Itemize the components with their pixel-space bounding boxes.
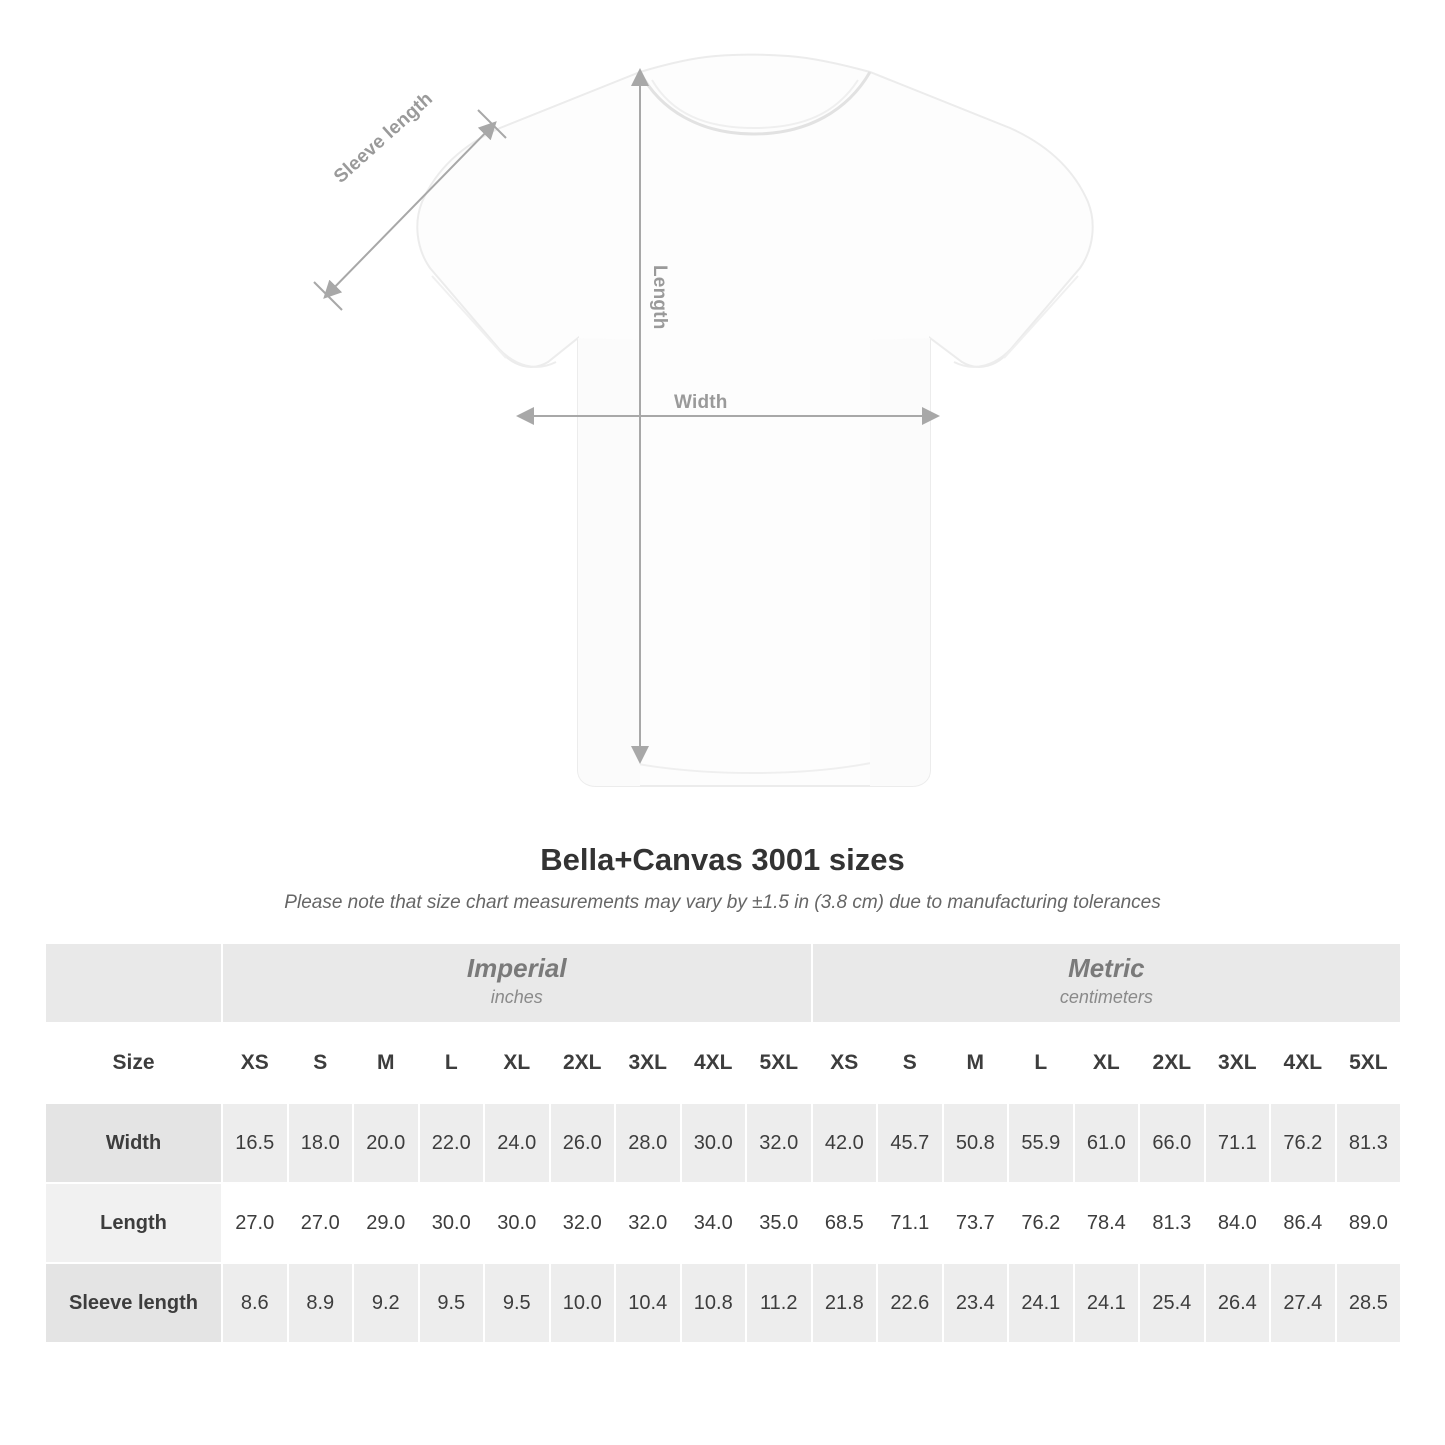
cell-width: 32.0 [746,1103,812,1183]
size-header-cell: 5XL [1336,1023,1402,1103]
cell-sleeve: 10.0 [550,1263,616,1343]
size-header-cell: L [1008,1023,1074,1103]
cell-sleeve: 24.1 [1074,1263,1140,1343]
size-header-cell: 2XL [550,1023,616,1103]
size-header-cell: S [288,1023,354,1103]
cell-width: 18.0 [288,1103,354,1183]
cell-length: 27.0 [222,1183,288,1263]
size-header-cell: 4XL [681,1023,747,1103]
size-header-cell: M [943,1023,1009,1103]
cell-sleeve: 23.4 [943,1263,1009,1343]
cell-sleeve: 10.4 [615,1263,681,1343]
tshirt-shape [417,55,1092,787]
cell-length: 71.1 [877,1183,943,1263]
row-header-length: Length [45,1183,222,1263]
tolerance-note: Please note that size chart measurements may vary by ±1.5 in (3.8 cm) due to manufacturing tolerances [284,892,1161,913]
cell-width: 55.9 [1008,1103,1074,1183]
cell-width: 28.0 [615,1103,681,1183]
cell-length: 34.0 [681,1183,747,1263]
page-title: Bella+Canvas 3001 sizes [540,842,905,877]
cell-length: 89.0 [1336,1183,1402,1263]
cell-sleeve: 9.5 [484,1263,550,1343]
cell-length: 86.4 [1270,1183,1336,1263]
table-row-sleeve-length [45,1263,1401,1343]
cell-sleeve: 27.4 [1270,1263,1336,1343]
unit-group-imperial [222,943,812,1023]
cell-sleeve: 10.8 [681,1263,747,1343]
cell-width: 22.0 [419,1103,485,1183]
table-row-width [45,1103,1401,1183]
unit-group-metric [812,943,1402,1023]
size-table-wrap [44,942,1401,1344]
cell-length: 30.0 [484,1183,550,1263]
cell-length: 76.2 [1008,1183,1074,1263]
cell-width: 42.0 [812,1103,878,1183]
size-table [44,942,1402,1344]
unit-group-imperial-sub: inches [490,986,543,1007]
cell-sleeve: 8.9 [288,1263,354,1343]
cell-sleeve: 11.2 [746,1263,812,1343]
cell-length: 35.0 [746,1183,812,1263]
size-header-cell: 3XL [615,1023,681,1103]
cell-width: 26.0 [550,1103,616,1183]
cell-length: 78.4 [1074,1183,1140,1263]
cell-width: 30.0 [681,1103,747,1183]
cell-sleeve: 26.4 [1205,1263,1271,1343]
row-header-width: Width [45,1103,222,1183]
cell-sleeve: 22.6 [877,1263,943,1343]
size-header-cell: M [353,1023,419,1103]
size-header-cell: XS [812,1023,878,1103]
cell-width: 50.8 [943,1103,1009,1183]
cell-width: 45.7 [877,1103,943,1183]
size-header-cell: 2XL [1139,1023,1205,1103]
cell-sleeve: 21.8 [812,1263,878,1343]
cell-length: 73.7 [943,1183,1009,1263]
size-header-cell: 3XL [1205,1023,1271,1103]
unit-header-row [45,943,1401,1023]
length-label: Length [649,265,670,330]
cell-width: 66.0 [1139,1103,1205,1183]
unit-group-metric-name: Metric [1068,953,1145,984]
cell-sleeve: 9.2 [353,1263,419,1343]
cell-width: 24.0 [484,1103,550,1183]
cell-length: 32.0 [615,1183,681,1263]
cell-width: 20.0 [353,1103,419,1183]
sleeve-length-label: Sleeve length [330,88,438,188]
row-header-size: Size [45,1023,222,1103]
cell-sleeve: 25.4 [1139,1263,1205,1343]
size-header-cell: XL [1074,1023,1140,1103]
size-header-cell: XS [222,1023,288,1103]
cell-length: 29.0 [353,1183,419,1263]
cell-length: 30.0 [419,1183,485,1263]
unit-group-metric-sub: centimeters [1059,986,1153,1007]
cell-length: 68.5 [812,1183,878,1263]
cell-length: 84.0 [1205,1183,1271,1263]
cell-width: 81.3 [1336,1103,1402,1183]
row-header-sleeve-length: Sleeve length [45,1263,222,1343]
cell-length: 32.0 [550,1183,616,1263]
size-header-cell: XL [484,1023,550,1103]
cell-length: 27.0 [288,1183,354,1263]
width-label: Width [674,392,728,413]
title-block [0,842,1445,914]
unit-group-imperial-name: Imperial [466,953,567,984]
cell-sleeve: 28.5 [1336,1263,1402,1343]
cell-width: 16.5 [222,1103,288,1183]
cell-width: 61.0 [1074,1103,1140,1183]
cell-sleeve: 9.5 [419,1263,485,1343]
table-corner [45,943,222,1023]
cell-width: 71.1 [1205,1103,1271,1183]
size-header-cell: 5XL [746,1023,812,1103]
cell-sleeve: 24.1 [1008,1263,1074,1343]
cell-sleeve: 8.6 [222,1263,288,1343]
size-header-cell: L [419,1023,485,1103]
size-header-row [45,1023,1401,1103]
cell-width: 76.2 [1270,1103,1336,1183]
table-row-length [45,1183,1401,1263]
size-header-cell: S [877,1023,943,1103]
size-header-cell: 4XL [1270,1023,1336,1103]
cell-length: 81.3 [1139,1183,1205,1263]
